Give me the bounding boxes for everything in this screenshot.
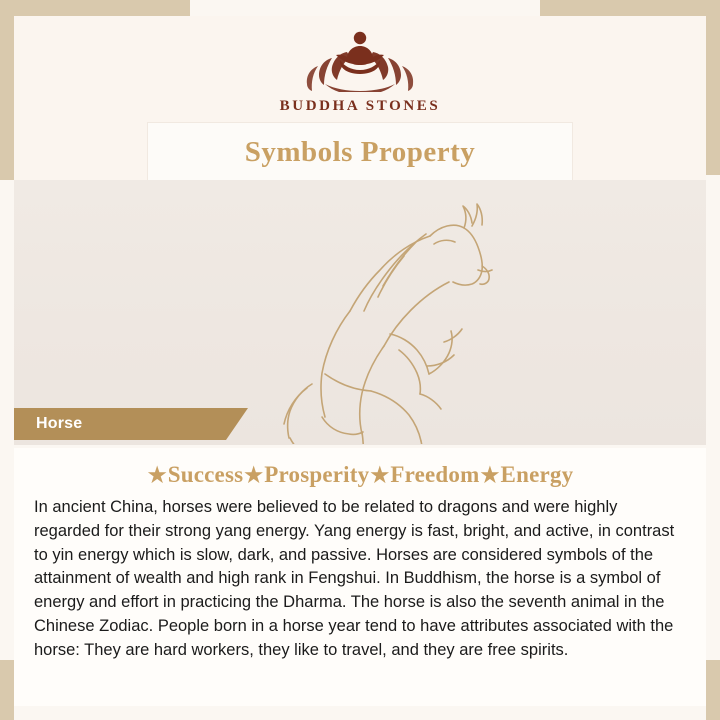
illustration-area: [14, 180, 706, 445]
body-paragraph: In ancient China, horses were believed to be related to dragons and were highly regarded for their strong yang energy. Yang energy is fast, bright, and active, in contrast to yin energy which is slow, dark, and passive. Horses are considered symbols of the attainment of wealth and high rank in Fengshui. In Buddhism, the horse is a symbol of energy and effort in practicing the Dharma. The horse is also the seventh animal in the Chinese Zodiac. People born in a horse year tend to have attributes associated with the horse: They are hard workers, they like to travel, and they are free spirits.: [34, 498, 675, 659]
description-panel: [14, 448, 706, 706]
keyword-item-3: Energy: [500, 462, 574, 487]
decor-band-bottom-left: [0, 660, 14, 720]
page-title: Symbols Property: [244, 135, 476, 168]
keyword-list: [14, 462, 706, 488]
keyword-item-2: Freedom: [390, 462, 480, 487]
brand-name: BUDDHA STONES: [279, 98, 441, 114]
title-bar: [148, 123, 572, 181]
horse-line-drawing: [194, 180, 524, 445]
decor-band-bottom-right: [706, 660, 720, 720]
star-icon: ★: [370, 463, 390, 487]
decor-band-top-right: [540, 0, 720, 16]
category-label-text: Horse: [36, 415, 83, 432]
star-icon: ★: [480, 463, 500, 487]
star-icon: ★: [147, 463, 167, 487]
star-icon: ★: [244, 463, 264, 487]
category-label: [14, 408, 226, 440]
brand-logo: [0, 22, 720, 115]
category-label-notch: [226, 408, 248, 440]
keyword-item-0: Success: [167, 462, 244, 487]
keyword-item-1: Prosperity: [264, 462, 370, 487]
lotus-meditation-icon: [285, 22, 435, 92]
